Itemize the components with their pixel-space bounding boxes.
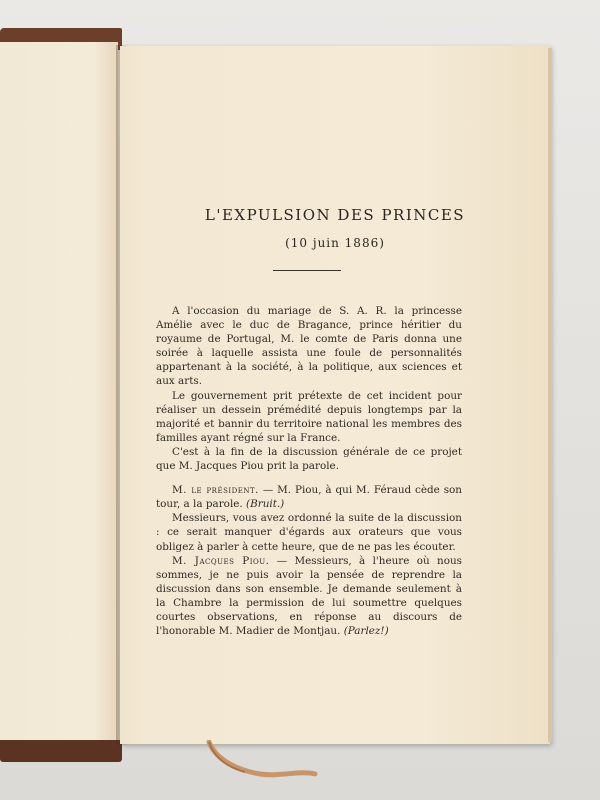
page-title: L'EXPULSION DES PRINCES (204, 206, 466, 224)
speaker-name: M. le président. (172, 484, 259, 497)
book-cover-bottom (0, 740, 122, 762)
divider-rule (273, 270, 341, 271)
speaker-name: M. Jacques Piou. (172, 554, 270, 567)
speech-text: — M. Piou, à qui M. Féraud cède son tour, a la parole. (156, 484, 462, 511)
paragraph (156, 554, 462, 639)
right-page (120, 46, 550, 744)
stage-note: (Bruit.) (246, 498, 285, 511)
paragraph: Messieurs, vous avez ordonné la suite de la discussion : ce serait manquer d'égards aux orateurs que vous obligez à parler à cette heure, que de ne pas les écouter. (156, 512, 462, 553)
paragraph (156, 483, 462, 511)
paragraph: C'est à la fin de la discussion générale de ce projet que M. Jacques Piou prit la parole. (156, 445, 462, 473)
paragraph: Le gouvernement prit prétexte de cet incident pour réaliser un dessein prémédité depuis longtemps par la majorité et bannir du territoire national les membres des familles ayant régné sur la France. (156, 389, 462, 444)
ribbon-bookmark (205, 740, 325, 790)
paragraph: A l'occasion du mariage de S. A. R. la princesse Amélie avec le duc de Bragance, prince héritier du royaume de Portugal, M. le comte de Paris donna une soirée à laquelle assista une foule de personnalités appartenant à la société, à la politique, aux sciences et aux arts. (156, 305, 462, 388)
page-edge (548, 48, 552, 742)
speech-text: — Messieurs, à l'heure où nous sommes, je ne puis avoir la pensée de reprendre la discussion dans son ensemble. Je demande seulement à la Chambre la permission de lui soumettre quelques courtes observations, en réponse au discours de l'honorable M. Madier de Montjau. (156, 554, 462, 638)
body-text (156, 304, 462, 638)
stage-note: (Parlez!) (343, 625, 389, 638)
page-date: (10 juin 1886) (285, 236, 385, 250)
left-page (0, 42, 118, 747)
